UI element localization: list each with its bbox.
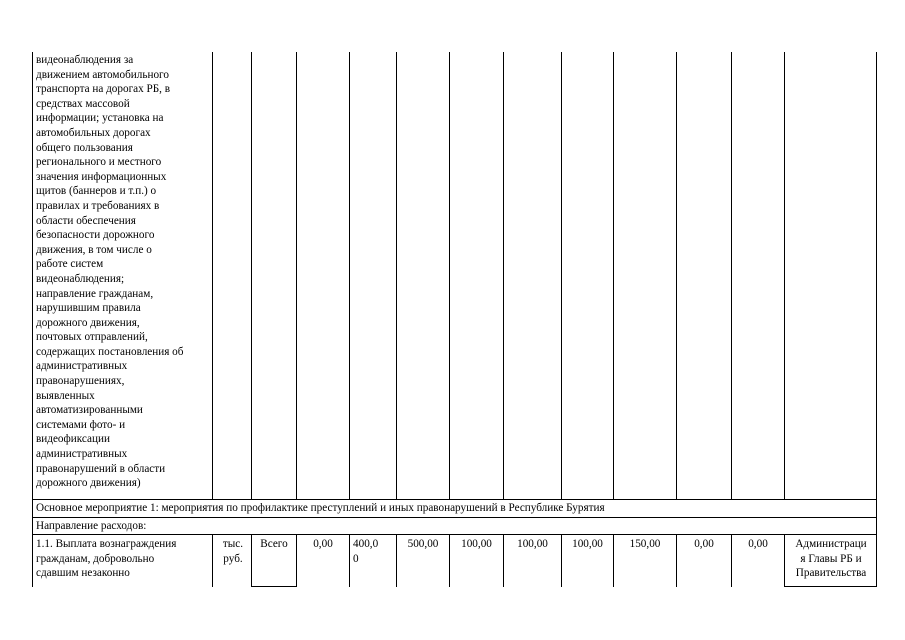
grid-line (449, 52, 450, 500)
row-1-1-value: 400,0 0 (353, 538, 379, 565)
row-1-1-unit: тыс. руб. (222, 538, 244, 565)
grid-line (784, 52, 785, 500)
row-1-1-value: 100,00 (572, 538, 603, 550)
row-1-1-value: 0,00 (748, 538, 768, 550)
grid-line (503, 52, 504, 500)
grid-line (212, 534, 213, 587)
row-1-1-value: 0,00 (694, 538, 714, 550)
grid-line (676, 52, 677, 500)
direction-text: Направление расходов: (36, 520, 147, 532)
grid-line (613, 52, 614, 500)
grid-line (251, 52, 252, 500)
grid-line (32, 517, 877, 518)
grid-line (784, 586, 877, 587)
grid-line (876, 52, 877, 587)
grid-line (32, 499, 877, 500)
grid-line (251, 534, 252, 587)
grid-line (349, 52, 350, 500)
grid-line (32, 534, 877, 535)
row-1-1-value: 500,00 (407, 538, 439, 550)
row-1-1-name: 1.1. Выплата вознаграждения гражданам, добровольно сдавшим незаконно (36, 538, 177, 579)
description-cell-text: видеонаблюдения за движением автомобильного транспорта на дорогах РБ, в средствах массовой информации; установка на автомобильных дорогах общего пользования регионального и местного значения информационных щитов (баннеров и т.п.) о правилах и требованиях в области обеспечения безопасности дорожного движения, в том числе о работе систем видеонаблюдения; направление гражданам, нарушившим правила дорожного движения, почтовых отправлений, содержащих постановления об административных правонарушениях, выявленных автоматизированными системами фото- и видеофиксации административных правонарушений в области дорожного движения) (36, 54, 184, 490)
grid-line (784, 534, 785, 587)
grid-line (396, 52, 397, 500)
row-1-1-source: Всего (260, 538, 288, 550)
row-1-1-value: 100,00 (461, 538, 492, 550)
grid-line (296, 52, 297, 500)
grid-line (349, 534, 350, 587)
row-1-1-executor: Администраци я Главы РБ и Правительства (795, 538, 867, 579)
grid-line (731, 52, 732, 500)
row-1-1-value: 100,00 (517, 538, 548, 550)
grid-line (561, 52, 562, 500)
row-1-1-value: 150,00 (629, 538, 661, 550)
row-1-1-value: 0,00 (313, 538, 333, 550)
main-event-text: Основное мероприятие 1: мероприятия по профилактике преступлений и иных правонарушений в Республике Бурятия (36, 502, 605, 514)
grid-line (32, 52, 33, 587)
grid-line (212, 52, 213, 500)
grid-line (251, 586, 297, 587)
